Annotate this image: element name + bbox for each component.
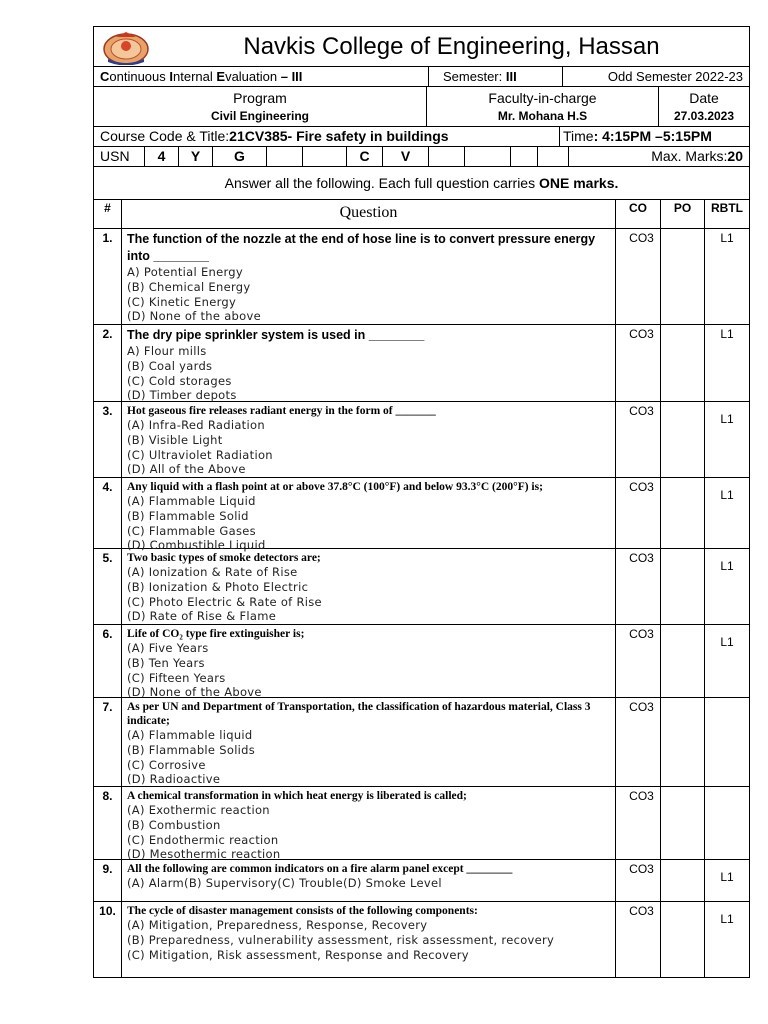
usn-box: [537, 147, 568, 166]
question-text: The dry pipe sprinkler system is used in ________: [127, 328, 425, 342]
instruction-row: [93, 167, 750, 200]
title-row: [93, 26, 750, 67]
time-cell: [559, 127, 749, 146]
program-cell: [94, 87, 426, 126]
question-row: [93, 478, 750, 553]
usn-box: [266, 147, 302, 166]
rbtl-level: L1: [720, 635, 734, 649]
question-row: [93, 625, 750, 698]
question-body: [127, 404, 615, 477]
rbtl-level: L1: [720, 870, 734, 884]
answer-option: (D) Radioactive: [127, 772, 221, 787]
rbtl-level: L1: [720, 231, 734, 245]
question-body: [127, 904, 615, 962]
time-label: Time: [563, 128, 594, 144]
rbtl-level: L1: [720, 559, 734, 573]
column-divider: [121, 698, 122, 786]
answer-option: (B) Ten Years: [127, 655, 205, 670]
cie-title: [100, 67, 420, 86]
column-divider: [121, 860, 122, 901]
answer-option: (B) Combustion: [127, 817, 221, 832]
question-text: The function of the nozzle at the end of hose line is to convert pressure energy into ________: [127, 232, 596, 263]
question-number: 1.: [102, 231, 113, 245]
column-divider: [121, 402, 122, 477]
faculty-cell: [426, 87, 658, 126]
usn-box: [510, 147, 537, 166]
column-divider: [615, 229, 616, 324]
answer-option: (B) Preparedness, vulnerability assessment, risk assessment, recovery: [127, 932, 555, 947]
date-cell: [658, 87, 749, 126]
answer-option: (B) Coal yards: [127, 358, 213, 373]
col-rbtl: RBTL: [704, 200, 749, 228]
answer-option: (A) Infra-Red Radiation: [127, 418, 265, 432]
answer-option: (D) None of the above: [127, 309, 261, 324]
question-row: [93, 325, 750, 402]
cie-word-i: nternal: [173, 69, 217, 84]
cie-number: – III: [277, 69, 303, 84]
instruction-bold: ONE marks.: [539, 175, 619, 191]
col-num: #: [104, 201, 111, 215]
answer-option: (A) Exothermic reaction: [127, 803, 270, 817]
college-name: Navkis College of Engineering, Hassan: [243, 33, 660, 60]
cie-row: [93, 67, 750, 87]
rbtl-level: L1: [720, 327, 734, 341]
date-value: 27.03.2023: [673, 109, 735, 123]
answer-option: A) Potential Energy: [127, 265, 244, 279]
answer-option: (C) Cold storages: [127, 373, 232, 388]
cie-letter-c: C: [100, 69, 110, 84]
answer-option: (B) Flammable Solids: [127, 742, 256, 757]
question-text: Life of CO₂ type fire extinguisher is;: [127, 628, 305, 640]
faculty-label: Faculty-in-charge: [488, 90, 597, 106]
question-text: All the following are common indicators on a fire alarm panel except ________: [127, 863, 513, 875]
column-divider: [121, 325, 122, 401]
question-text: Any liquid with a flash point at or above 37.8°C (100°F) and below 93.3°C (200°F) is;: [127, 481, 543, 493]
table-header: [93, 200, 750, 229]
max-marks-value: 20: [727, 148, 743, 164]
question-number: 4.: [102, 480, 113, 494]
answer-option: (A) Mitigation, Preparedness, Response, Recovery: [127, 918, 428, 932]
date-label: Date: [689, 90, 719, 106]
odd-semester: Odd Semester 2022-23: [562, 67, 749, 86]
rbtl-level: L1: [720, 912, 734, 926]
course-outcome: CO3: [629, 700, 654, 714]
answer-option: (C) Mitigation, Risk assessment, Response and Recovery: [127, 947, 469, 962]
usn-label: USN: [100, 148, 130, 164]
course-outcome: CO3: [629, 404, 654, 418]
question-text: Hot gaseous fire releases radiant energy in the form of _______: [127, 405, 436, 417]
semester-cell: [428, 67, 578, 86]
question-row: [93, 549, 750, 625]
answer-option: (D) None of the Above: [127, 685, 262, 700]
question-list: [93, 229, 750, 978]
usn-box: [302, 147, 346, 166]
question-number: 10.: [99, 904, 116, 918]
course-label: Course Code & Title:: [100, 128, 230, 144]
course-outcome: CO3: [629, 627, 654, 641]
answer-option: (C) Endothermic reaction: [127, 832, 279, 847]
answer-option: (D) Combustible Liquid: [127, 538, 266, 553]
semester-value: III: [505, 69, 517, 84]
answer-option: (D) Mesothermic reaction: [127, 847, 281, 862]
answer-option: (D) Timber depots: [127, 388, 237, 403]
course-outcome: CO3: [629, 862, 654, 876]
answer-option: A) Flour mills: [127, 344, 207, 358]
column-divider: [615, 549, 616, 624]
course-row: [93, 127, 750, 147]
course-cell: [100, 127, 550, 146]
usn-box: [464, 147, 510, 166]
question-body: [127, 789, 615, 862]
column-divider: [615, 478, 616, 548]
college-logo-icon: [100, 29, 152, 65]
column-divider: [121, 229, 122, 324]
question-text: As per UN and Department of Transportation, the classification of hazardous material, Class 3 indicate;: [127, 701, 591, 727]
column-divider: [615, 625, 616, 697]
question-number: 2.: [102, 327, 113, 341]
program-row: [93, 87, 750, 127]
col-co: CO: [615, 200, 660, 228]
question-row: [93, 402, 750, 478]
question-row: [93, 698, 750, 787]
cie-letter-i: I: [169, 69, 174, 84]
answer-option: (B) Visible Light: [127, 432, 223, 447]
column-divider: [615, 325, 616, 401]
question-number: 5.: [102, 551, 113, 565]
column-divider: [615, 698, 616, 786]
answer-option: (D) Rate of Rise & Flame: [127, 609, 277, 624]
question-number: 7.: [102, 700, 113, 714]
cie-word-c: ontinuous: [109, 69, 170, 84]
answer-option: (C) Corrosive: [127, 757, 206, 772]
usn-box: Y: [178, 147, 212, 166]
question-body: [127, 862, 615, 891]
question-body: [127, 700, 615, 787]
max-marks-label: Max. Marks:: [651, 148, 728, 164]
usn-box: G: [212, 147, 266, 166]
usn-box: 4: [144, 147, 178, 166]
rbtl-level: L1: [720, 412, 734, 426]
usn-box: C: [346, 147, 382, 166]
usn-box: [428, 147, 464, 166]
answer-option: (A) Flammable Liquid: [127, 494, 256, 508]
question-body: [127, 551, 615, 624]
column-divider: [121, 549, 122, 624]
column-divider: [121, 902, 122, 977]
cie-word-e: valuation: [225, 69, 278, 84]
answer-option: (A) Five Years: [127, 641, 209, 655]
course-outcome: CO3: [629, 480, 654, 494]
instruction-text: Answer all the following. Each full question carries: [224, 175, 539, 191]
question-text: A chemical transformation in which heat energy is liberated is called;: [127, 790, 467, 802]
col-po: PO: [660, 200, 704, 228]
question-row: [93, 860, 750, 902]
usn-box: V: [382, 147, 428, 166]
question-body: [127, 327, 615, 403]
cie-letter-e: E: [216, 69, 226, 84]
question-number: 8.: [102, 789, 113, 803]
time-value: : 4:15PM –5:15PM: [593, 128, 712, 144]
answer-option: (B) Chemical Energy: [127, 279, 251, 294]
semester-label: Semester:: [443, 69, 506, 84]
question-number: 9.: [102, 862, 113, 876]
column-divider: [121, 787, 122, 859]
question-row: [93, 229, 750, 325]
column-divider: [121, 478, 122, 548]
course-outcome: CO3: [629, 551, 654, 565]
answer-option: (B) Ionization & Photo Electric: [127, 579, 309, 594]
answer-option: (C) Photo Electric & Rate of Rise: [127, 594, 322, 609]
question-body: [127, 627, 615, 700]
answer-option: (C) Fifteen Years: [127, 670, 226, 685]
course-value: 21CV385- Fire safety in buildings: [229, 128, 449, 144]
course-outcome: CO3: [629, 231, 654, 245]
question-row: [93, 787, 750, 860]
answer-option: (D) All of the Above: [127, 462, 246, 477]
faculty-value: Mr. Mohana H.S: [497, 109, 588, 123]
answer-option: (A) Alarm(B) Supervisory(C) Trouble(D) Smoke Level: [127, 876, 442, 890]
answer-option: (C) Ultraviolet Radiation: [127, 447, 273, 462]
program-value: Civil Engineering: [210, 109, 309, 123]
col-question: Question: [121, 200, 615, 228]
column-divider: [121, 625, 122, 697]
program-label: Program: [233, 90, 287, 106]
column-divider: [704, 698, 705, 786]
question-paper: [93, 26, 750, 978]
column-divider: [615, 787, 616, 859]
course-outcome: CO3: [629, 789, 654, 803]
question-text: The cycle of disaster management consists of the following components:: [127, 905, 478, 917]
course-outcome: CO3: [629, 904, 654, 918]
column-divider: [615, 860, 616, 901]
usn-row: [93, 147, 750, 167]
question-body: [127, 231, 615, 324]
course-outcome: CO3: [629, 327, 654, 341]
question-text: Two basic types of smoke detectors are;: [127, 552, 321, 564]
rbtl-level: L1: [720, 488, 734, 502]
answer-option: (C) Kinetic Energy: [127, 294, 237, 309]
answer-option: (A) Flammable liquid: [127, 728, 253, 742]
question-row: [93, 902, 750, 978]
column-divider: [615, 902, 616, 977]
column-divider: [704, 787, 705, 859]
max-marks: [568, 147, 749, 166]
answer-option: (B) Flammable Solid: [127, 508, 249, 523]
question-number: 6.: [102, 627, 113, 641]
question-body: [127, 480, 615, 553]
answer-option: (A) Ionization & Rate of Rise: [127, 565, 298, 579]
answer-option: (C) Flammable Gases: [127, 523, 256, 538]
question-number: 3.: [102, 404, 113, 418]
column-divider: [615, 402, 616, 477]
